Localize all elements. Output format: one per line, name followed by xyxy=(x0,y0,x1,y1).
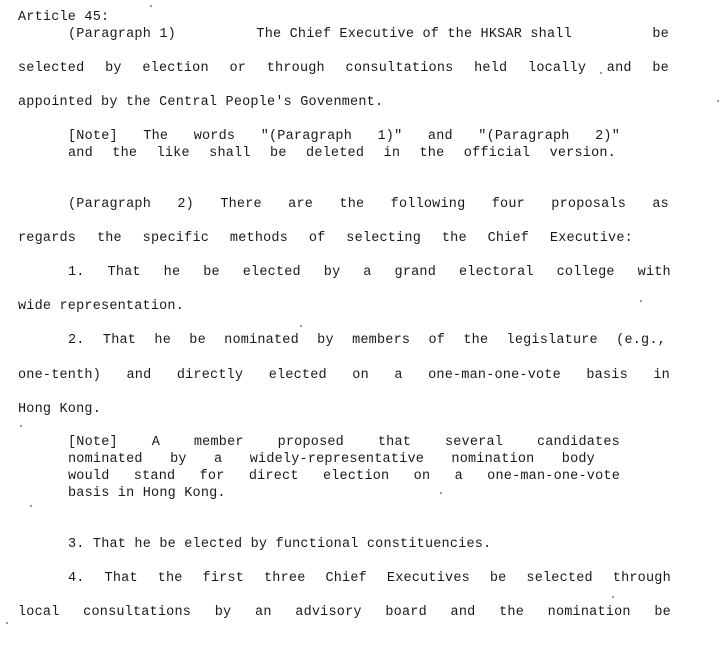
word: board xyxy=(385,605,427,620)
word: consultations xyxy=(83,605,192,620)
word: electoral xyxy=(458,265,534,280)
word: advisory xyxy=(295,605,362,620)
note-1-line-1 xyxy=(68,129,620,145)
word: A xyxy=(151,435,160,450)
word: The xyxy=(143,129,169,144)
word: specific xyxy=(142,231,210,246)
note-1-line-2 xyxy=(68,146,616,162)
word: for xyxy=(199,469,225,484)
paragraph-1-line-2 xyxy=(18,61,669,77)
word: nominated xyxy=(68,452,143,467)
paragraph-1-line-3: appointed by the Central People's Govenment. xyxy=(18,95,384,110)
word: proposals xyxy=(551,197,627,212)
word: in xyxy=(383,146,401,161)
word: an xyxy=(255,605,272,620)
word: through xyxy=(612,571,671,586)
proposal-2-line-3: Hong Kong. xyxy=(18,402,102,417)
word: 2. xyxy=(68,333,85,348)
word: legislature xyxy=(506,333,598,348)
word: election xyxy=(322,469,390,484)
word: Chief xyxy=(325,571,367,586)
word: the xyxy=(96,231,122,246)
word: That xyxy=(102,333,137,348)
word: he xyxy=(163,265,181,280)
note-2-line-4: basis in Hong Kong. xyxy=(68,486,226,501)
word: selected xyxy=(526,571,593,586)
word: the xyxy=(112,146,138,161)
word: "(Paragraph xyxy=(260,129,353,144)
word: [Note] xyxy=(68,129,118,144)
article-heading: Article 45: xyxy=(18,10,110,25)
word: a xyxy=(454,469,463,484)
scan-speck xyxy=(612,596,614,598)
word: regards xyxy=(18,231,77,246)
word: the xyxy=(157,571,183,586)
paragraph-2-line-1 xyxy=(68,197,669,213)
word: be xyxy=(270,146,287,161)
word: be xyxy=(654,605,671,620)
word: one-man-one-vote xyxy=(487,469,620,484)
word: by xyxy=(214,605,232,620)
word: four xyxy=(491,197,525,212)
proposal-1-line-2: wide representation. xyxy=(18,299,185,314)
proposal-1-line-1 xyxy=(68,265,671,281)
word: 2) xyxy=(177,197,194,212)
word: selected xyxy=(18,61,85,76)
word: be xyxy=(189,333,206,348)
word: directly xyxy=(176,368,244,383)
word: candidates xyxy=(536,435,620,450)
word: widely-representative xyxy=(249,452,425,467)
scan-speck xyxy=(20,425,22,427)
text-segment: The Chief Executive of the HKSAR shall xyxy=(256,27,572,42)
word: "(Paragraph xyxy=(478,129,570,144)
word: or xyxy=(229,61,247,76)
word: deleted xyxy=(306,146,365,161)
word: he xyxy=(154,333,171,348)
word: (Paragraph xyxy=(68,197,152,212)
word: college xyxy=(556,265,615,280)
word: words xyxy=(193,129,236,144)
scan-speck xyxy=(300,325,302,327)
word: body xyxy=(561,452,595,467)
word: by xyxy=(317,333,334,348)
word: shall xyxy=(209,146,251,161)
word: held xyxy=(474,61,508,76)
word: 2)" xyxy=(595,129,620,144)
proposal-4-line-2 xyxy=(18,605,671,621)
word: That xyxy=(107,265,141,280)
word: the xyxy=(419,146,445,161)
paragraph-1-line-1 xyxy=(68,27,669,43)
word: That xyxy=(104,571,138,586)
proposal-2-line-2 xyxy=(18,368,670,384)
word: local xyxy=(18,605,60,620)
word: through xyxy=(266,61,325,76)
word: with xyxy=(637,265,671,280)
note-2-line-2 xyxy=(68,452,595,468)
word: and xyxy=(606,61,632,76)
word: Chief xyxy=(487,231,530,246)
word: member xyxy=(193,435,244,450)
word: be xyxy=(203,265,220,280)
word: would xyxy=(68,469,110,484)
scan-speck xyxy=(150,5,152,7)
word: [Note] xyxy=(68,435,118,450)
word: by xyxy=(105,61,122,76)
word: three xyxy=(264,571,306,586)
word: by xyxy=(323,265,341,280)
word: election xyxy=(142,61,209,76)
word: like xyxy=(156,146,190,161)
word: following xyxy=(390,197,466,212)
word: first xyxy=(202,571,245,586)
word: a xyxy=(363,265,372,280)
word: are xyxy=(288,197,314,212)
word: and xyxy=(450,605,476,620)
word: elected xyxy=(242,265,301,280)
word: on xyxy=(413,469,431,484)
word: of xyxy=(308,231,326,246)
word: (e.g., xyxy=(616,333,666,348)
text-segment: be xyxy=(652,27,669,42)
word: methods xyxy=(229,231,289,246)
proposal-2-line-1 xyxy=(68,333,666,349)
word: nominated xyxy=(224,333,299,348)
word: proposed xyxy=(277,435,344,450)
word: consultations xyxy=(345,61,454,76)
scan-speck xyxy=(30,505,32,507)
word: in xyxy=(653,368,670,383)
word: that xyxy=(377,435,412,450)
word: the xyxy=(441,231,467,246)
word: a xyxy=(214,452,223,467)
scan-speck xyxy=(717,100,719,102)
word: 1. xyxy=(68,265,85,280)
scan-speck xyxy=(440,492,442,494)
text-segment: (Paragraph 1) xyxy=(68,27,176,42)
proposal-4-line-1 xyxy=(68,571,671,587)
word: grand xyxy=(394,265,437,280)
word: on xyxy=(352,368,369,383)
word: and xyxy=(126,368,152,383)
proposal-3-line-1: 3. That he be elected by functional constituencies. xyxy=(68,537,492,552)
word: nomination xyxy=(451,452,535,467)
paragraph-2-line-2 xyxy=(18,231,633,247)
note-2-line-3 xyxy=(68,469,620,485)
scan-speck xyxy=(600,72,602,74)
word: locally xyxy=(528,61,587,76)
word: 1)" xyxy=(377,129,403,144)
word: and xyxy=(427,129,453,144)
word: the xyxy=(463,333,489,348)
word: the xyxy=(339,197,365,212)
word: and xyxy=(68,146,93,161)
word: Executives xyxy=(386,571,470,586)
word: by xyxy=(170,452,187,467)
scan-speck xyxy=(640,300,642,302)
word: be xyxy=(652,61,669,76)
word: 4. xyxy=(68,571,85,586)
word: a xyxy=(394,368,403,383)
word: one-tenth) xyxy=(18,368,102,383)
word: Executive: xyxy=(549,231,633,246)
word: basis xyxy=(586,368,628,383)
word: version. xyxy=(549,146,616,161)
note-2-line-1 xyxy=(68,435,620,451)
word: the xyxy=(499,605,524,620)
word: direct xyxy=(248,469,299,484)
word: several xyxy=(444,435,504,450)
word: elected xyxy=(268,368,327,383)
word: official xyxy=(463,146,531,161)
word: members xyxy=(352,333,411,348)
word: be xyxy=(489,571,507,586)
word: There xyxy=(220,197,262,212)
word: selecting xyxy=(346,231,422,246)
word: as xyxy=(652,197,669,212)
scan-speck xyxy=(6,622,8,624)
word: stand xyxy=(133,469,176,484)
word: of xyxy=(428,333,446,348)
word: one-man-one-vote xyxy=(428,368,561,383)
word: nomination xyxy=(547,605,631,620)
